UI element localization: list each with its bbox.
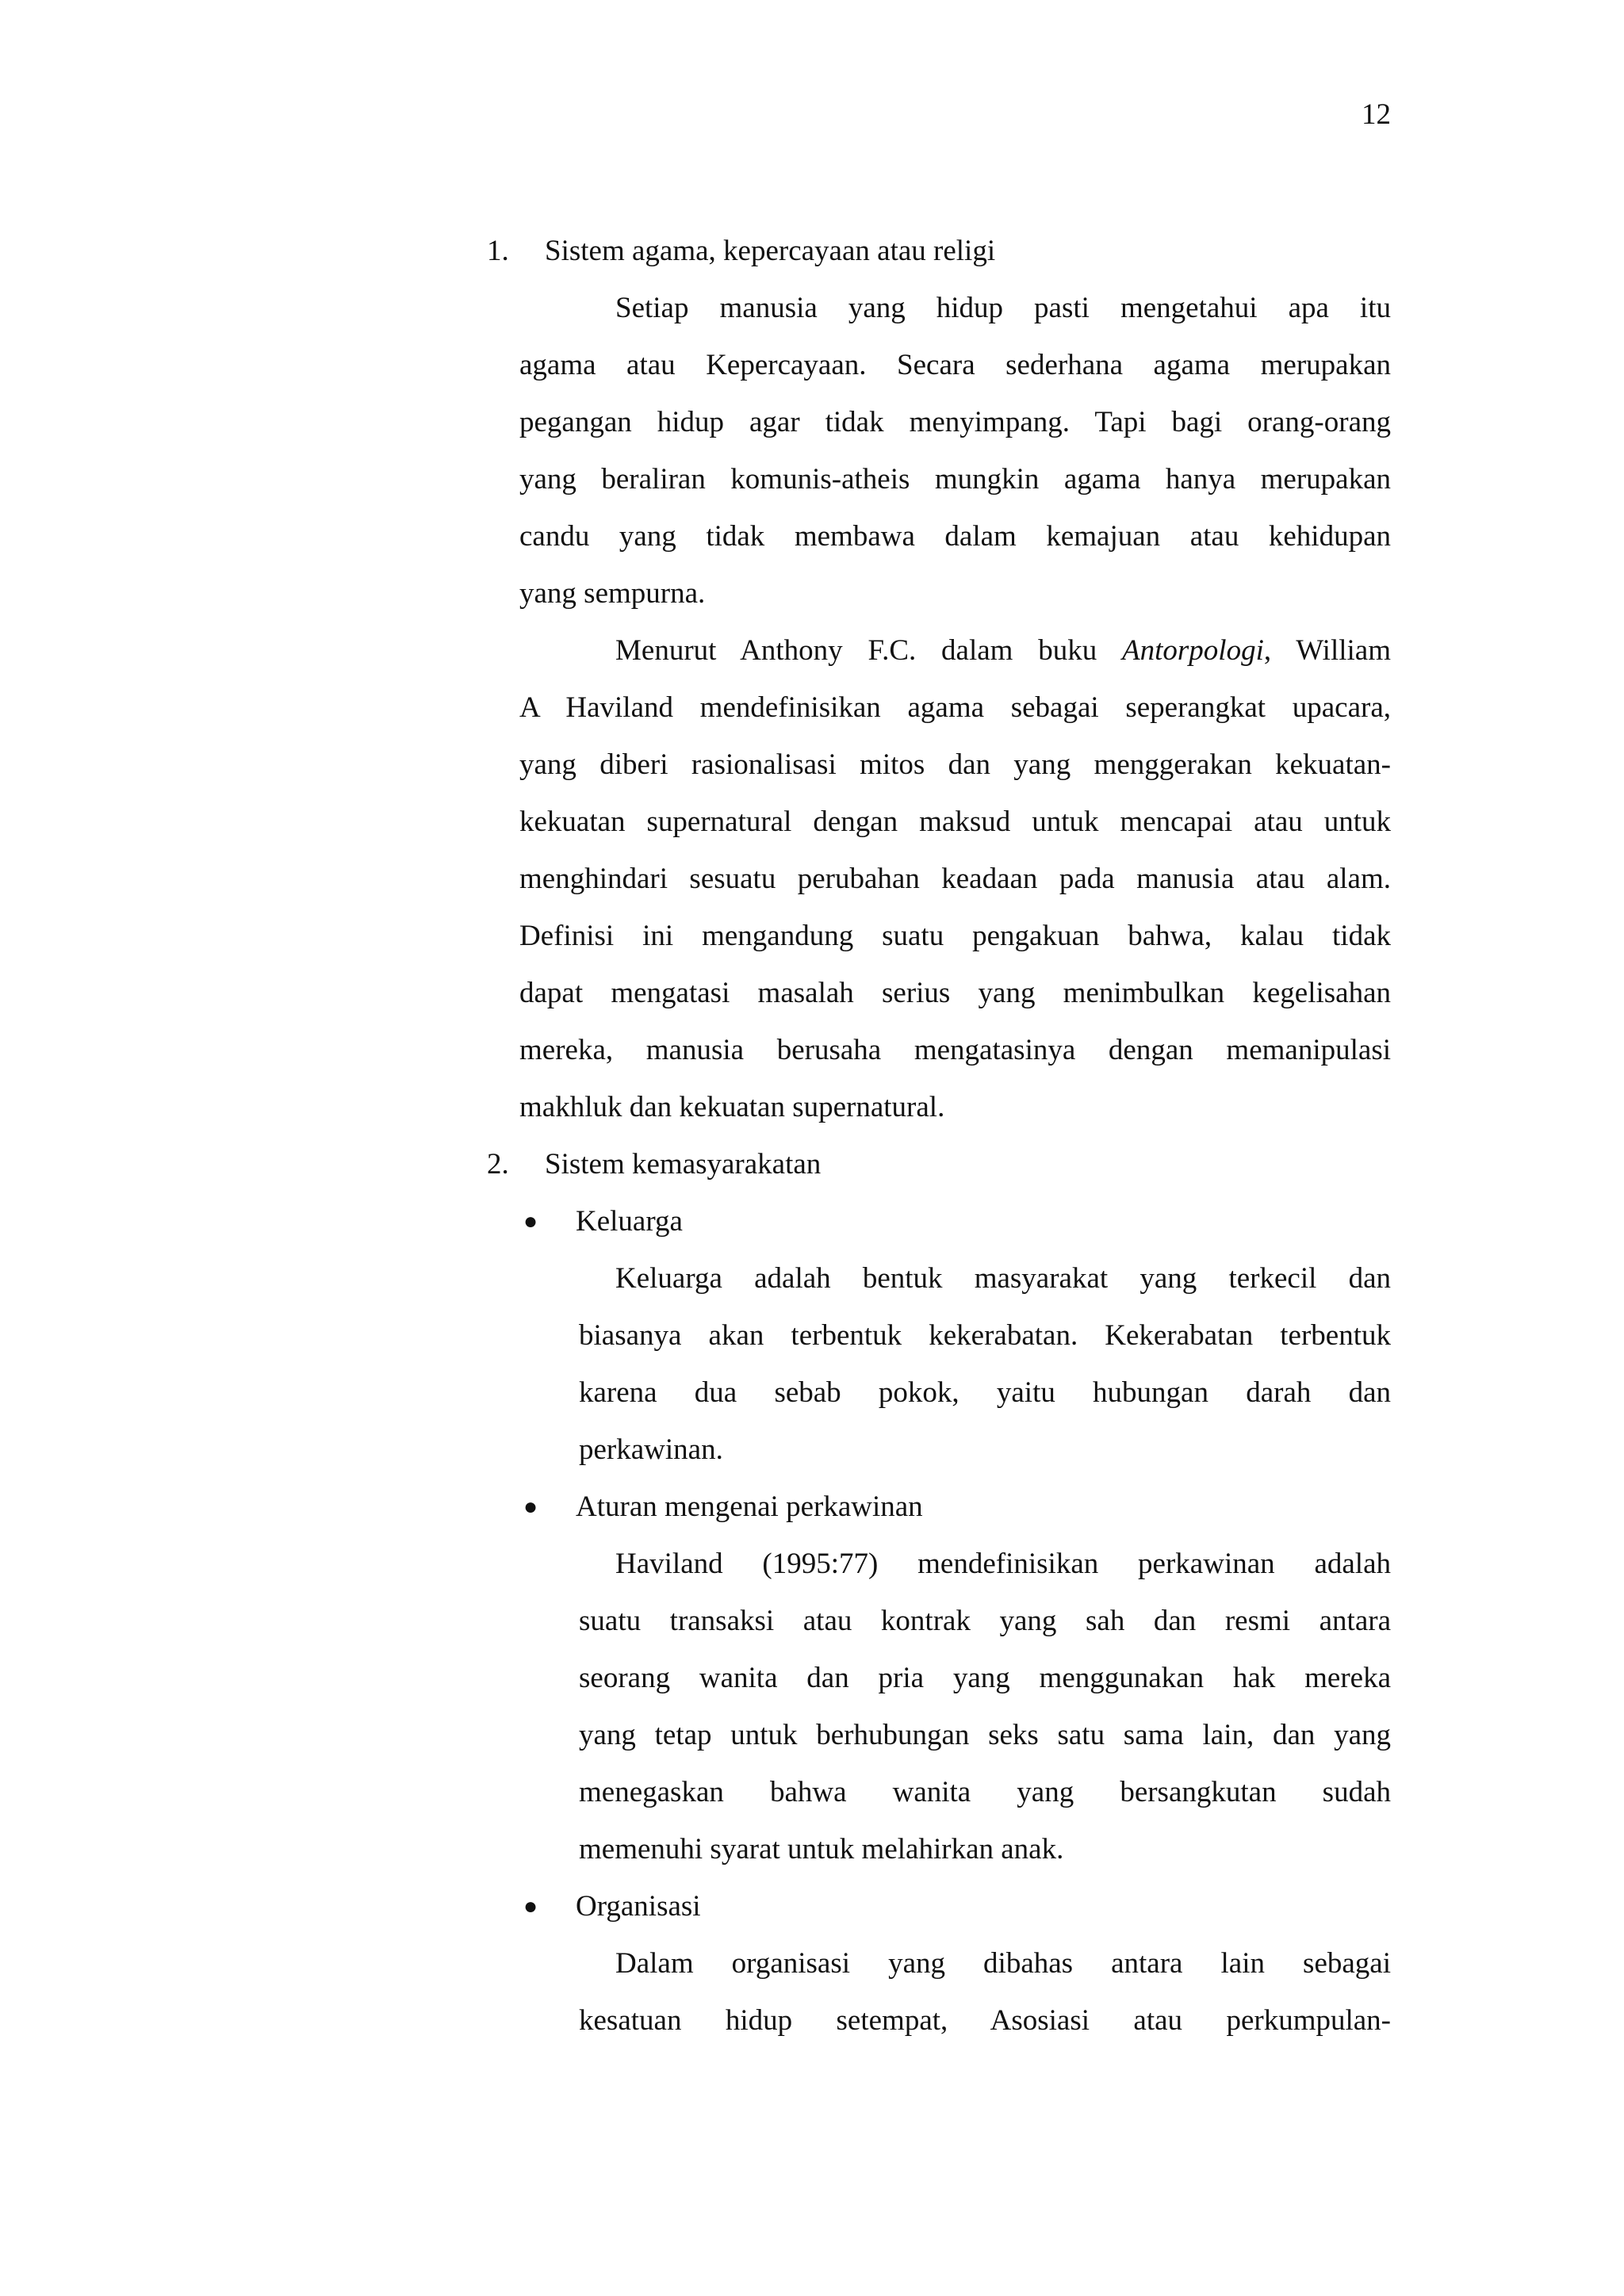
line-text: yang sempurna. [519,577,706,610]
line-text: pegangan hidup agar tidak menyimpang. Tapi bagi orang-orang [519,406,1391,438]
line-text: seorang wanita dan pria yang menggunakan hak mereka [579,1662,1391,1694]
paragraph-line [0,1821,1624,1878]
line-text: Setiap manusia yang hidup pasti mengetahui apa itu [615,292,1391,324]
bullet-icon: ● [523,1494,538,1520]
line-text: A Haviland mendefinisikan agama sebagai seperangkat upacara, [519,691,1391,724]
document-body [0,223,1624,2049]
bullet-item [0,1479,1624,1536]
bullet-icon: ● [523,1208,538,1234]
line-text: makhluk dan kekuatan supernatural. [519,1091,945,1123]
line-segment: , William [1263,634,1391,667]
paragraph-line [0,908,1624,965]
bullet-label: Aturan mengenai perkawinan [576,1490,923,1523]
line-text: suatu transaksi atau kontrak yang sah dan resmi antara [579,1605,1391,1637]
paragraph-line [0,679,1624,737]
section-number: 1. [487,235,509,267]
paragraph-line [0,1650,1624,1707]
paragraph-line [0,622,1624,679]
paragraph-line [0,737,1624,794]
bullet-item [0,1193,1624,1250]
line-text: biasanya akan terbentuk kekerabatan. Kekerabatan terbentuk [579,1319,1391,1352]
paragraph-line [0,394,1624,451]
paragraph-line [0,1593,1624,1650]
line-text: candu yang tidak membawa dalam kemajuan atau kehidupan [519,520,1391,553]
line-text: yang beraliran komunis-atheis mungkin agama hanya merupakan [519,463,1391,496]
line-text: perkawinan. [579,1433,723,1466]
paragraph-line [0,1707,1624,1764]
paragraph-line [0,1422,1624,1479]
line-text: yang diberi rasionalisasi mitos dan yang menggerakan kekuatan- [519,748,1391,781]
paragraph-line [0,451,1624,508]
paragraph-line [0,1250,1624,1307]
paragraph-line [0,1536,1624,1593]
section-title: Sistem agama, kepercayaan atau religi [545,235,996,267]
paragraph-line [0,280,1624,337]
paragraph-line [0,794,1624,851]
line-text: Definisi ini mengandung suatu pengakuan bahwa, kalau tidak [519,920,1391,952]
line-segment: Menurut Anthony F.C. dalam buku [615,634,1123,667]
paragraph-line [0,565,1624,622]
line-text: agama atau Kepercayaan. Secara sederhana agama merupakan [519,349,1391,381]
line-text: Keluarga adalah bentuk masyarakat yang terkecil dan [615,1262,1391,1295]
paragraph-line [0,1307,1624,1364]
paragraph-line [0,508,1624,565]
line-text: memenuhi syarat untuk melahirkan anak. [579,1833,1064,1866]
paragraph-line [0,337,1624,394]
section-number: 2. [487,1148,509,1181]
line-text: kesatuan hidup setempat, Asosiasi atau perkumpulan- [579,2004,1391,2037]
bullet-item [0,1878,1624,1935]
bullet-label: Keluarga [576,1205,683,1238]
bullet-icon: ● [523,1893,538,1919]
paragraph-line [0,1022,1624,1079]
section-heading [0,1136,1624,1193]
line-text: dapat mengatasi masalah serius yang menimbulkan kegelisahan [519,977,1391,1009]
paragraph-line [0,1079,1624,1136]
line-text: Haviland (1995:77) mendefinisikan perkawinan adalah [615,1548,1391,1580]
paragraph-line [0,851,1624,908]
section-heading [0,223,1624,280]
line-text: Dalam organisasi yang dibahas antara lain sebagai [615,1947,1391,1980]
line-text: mereka, manusia berusaha mengatasinya dengan memanipulasi [519,1034,1391,1066]
line-text: karena dua sebab pokok, yaitu hubungan darah dan [579,1376,1391,1409]
paragraph-line [0,1992,1624,2049]
line-text [615,622,1391,679]
line-text: yang tetap untuk berhubungan seks satu sama lain, dan yang [579,1719,1391,1751]
section-title: Sistem kemasyarakatan [545,1148,822,1181]
paragraph-line [0,1935,1624,1992]
paragraph-line [0,1364,1624,1422]
paragraph-line [0,1764,1624,1821]
bullet-label: Organisasi [576,1890,701,1923]
page-number: 12 [1362,98,1391,131]
line-text: menghindari sesuatu perubahan keadaan pada manusia atau alam. [519,863,1391,895]
book-title: Antorpologi [1122,634,1264,667]
paragraph-line [0,965,1624,1022]
line-text: menegaskan bahwa wanita yang bersangkutan sudah [579,1776,1391,1808]
line-text: kekuatan supernatural dengan maksud untuk mencapai atau untuk [519,806,1391,838]
